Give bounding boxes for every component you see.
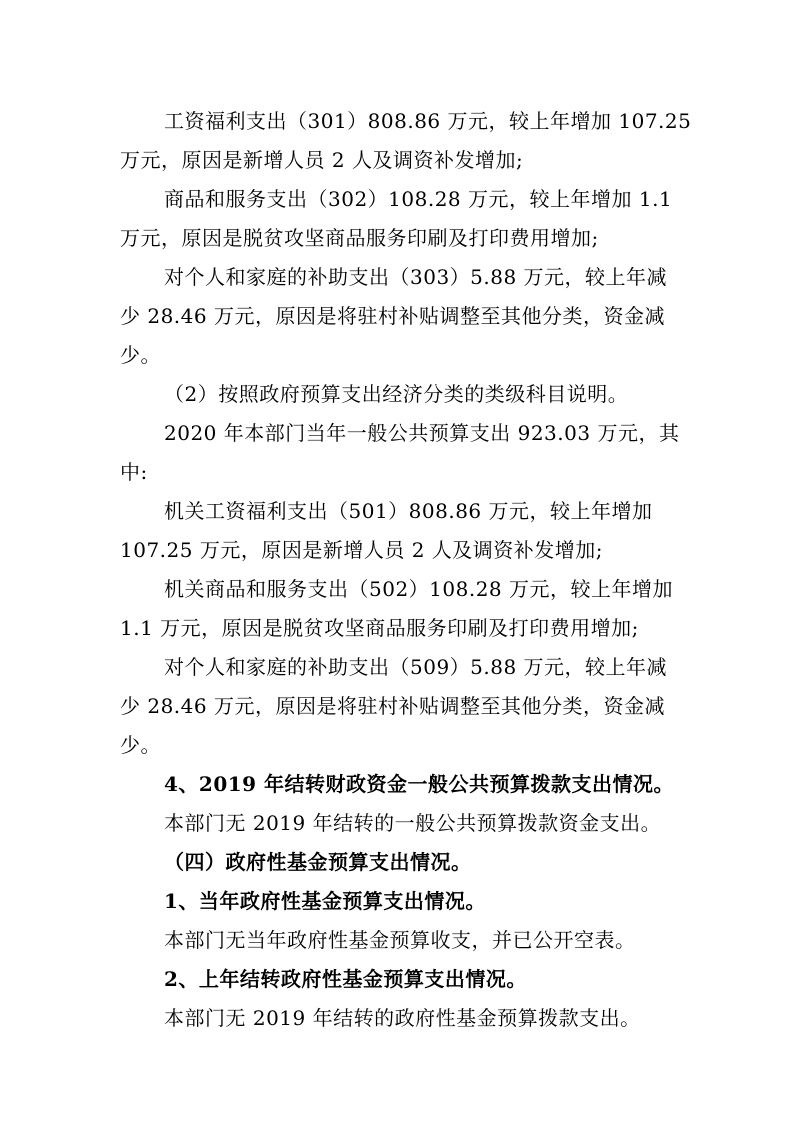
paragraph-subsidy-509-line2: 少 28.46 万元，原因是将驻村补贴调整至其他分类，资金减: [120, 694, 665, 718]
paragraph-org-goods-line1: 机关商品和服务支出（502）108.28 万元，较上年增加: [164, 577, 674, 601]
paragraph-subsidy-509-line3: 少。: [120, 733, 161, 757]
paragraph-subsidy-line2: 少 28.46 万元，原因是将驻村补贴调整至其他分类，资金减: [120, 304, 665, 328]
paragraph-subsidy-line3: 少。: [120, 343, 161, 367]
paragraph-total-expenditure-line2: 中:: [120, 460, 148, 484]
paragraph-org-goods-line2: 1.1 万元，原因是脱贫攻坚商品服务印刷及打印费用增加;: [120, 616, 639, 640]
paragraph-org-wage-line1: 机关工资福利支出（501）808.86 万元，较上年增加: [164, 499, 653, 523]
paragraph-prior-gov-fund: 本部门无 2019 年结转的政府性基金预算拨款支出。: [164, 1006, 641, 1030]
paragraph-carryover-general: 本部门无 2019 年结转的一般公共预算拨款资金支出。: [164, 811, 662, 835]
paragraph-economic-class-heading: （2）按照政府预算支出经济分类的类级科目说明。: [164, 382, 629, 406]
paragraph-wage-welfare-line2: 万元，原因是新增人员 2 人及调资补发增加;: [120, 148, 524, 172]
paragraph-org-wage-line2: 107.25 万元，原因是新增人员 2 人及调资补发增加;: [120, 538, 604, 562]
section-heading-carryover-general: 4、2019 年结转财政资金一般公共预算拨款支出情况。: [164, 772, 675, 796]
section-heading-current-gov-fund: 1、当年政府性基金预算支出情况。: [164, 889, 486, 913]
paragraph-subsidy-509-line1: 对个人和家庭的补助支出（509）5.88 万元，较上年减: [164, 655, 668, 679]
paragraph-total-expenditure-line1: 2020 年本部门当年一般公共预算支出 923.03 万元，其: [164, 421, 680, 445]
paragraph-subsidy-line1: 对个人和家庭的补助支出（303）5.88 万元，较上年减: [164, 265, 668, 289]
paragraph-current-gov-fund: 本部门无当年政府性基金预算收支，并已公开空表。: [164, 928, 636, 952]
paragraph-wage-welfare-line1: 工资福利支出（301）808.86 万元，较上年增加 107.25: [164, 109, 692, 133]
section-heading-prior-gov-fund: 2、上年结转政府性基金预算支出情况。: [164, 967, 527, 991]
paragraph-goods-services-line1: 商品和服务支出（302）108.28 万元，较上年增加 1.1: [164, 187, 673, 211]
paragraph-goods-services-line2: 万元，原因是脱贫攻坚商品服务印刷及打印费用增加;: [120, 226, 599, 250]
section-heading-gov-fund: （四）政府性基金预算支出情况。: [164, 850, 472, 874]
